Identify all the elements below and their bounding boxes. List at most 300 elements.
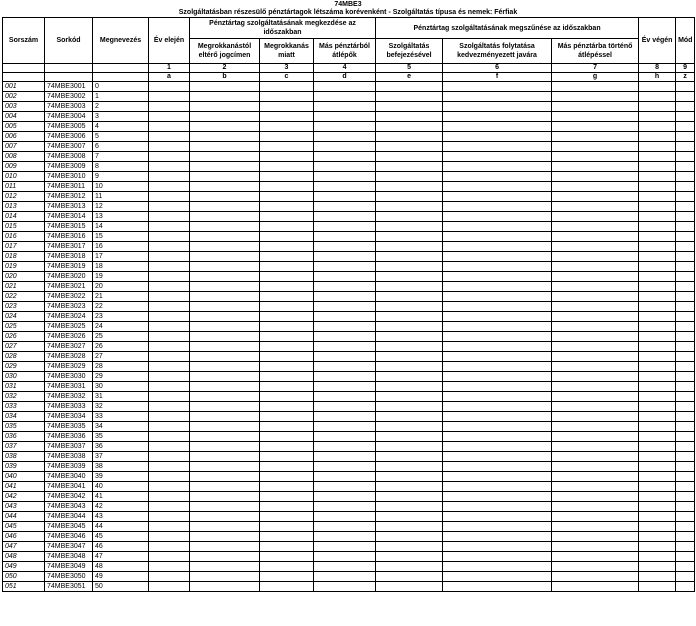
data-cell[interactable] — [376, 362, 443, 372]
data-cell[interactable] — [443, 422, 552, 432]
data-cell[interactable] — [639, 312, 676, 322]
data-cell[interactable] — [676, 182, 695, 192]
data-cell[interactable] — [314, 402, 376, 412]
data-cell[interactable] — [676, 312, 695, 322]
data-cell[interactable] — [639, 472, 676, 482]
data-cell[interactable] — [376, 502, 443, 512]
data-cell[interactable] — [149, 292, 190, 302]
data-cell[interactable] — [260, 482, 314, 492]
data-cell[interactable] — [260, 552, 314, 562]
data-cell[interactable] — [639, 412, 676, 422]
data-cell[interactable] — [443, 102, 552, 112]
data-cell[interactable] — [376, 262, 443, 272]
data-cell[interactable] — [639, 422, 676, 432]
data-cell[interactable] — [552, 162, 639, 172]
data-cell[interactable] — [552, 272, 639, 282]
data-cell[interactable] — [639, 542, 676, 552]
data-cell[interactable] — [190, 482, 260, 492]
data-cell[interactable] — [376, 402, 443, 412]
data-cell[interactable] — [190, 112, 260, 122]
data-cell[interactable] — [190, 452, 260, 462]
data-cell[interactable] — [443, 182, 552, 192]
data-cell[interactable] — [443, 252, 552, 262]
data-cell[interactable] — [260, 522, 314, 532]
data-cell[interactable] — [552, 502, 639, 512]
data-cell[interactable] — [639, 522, 676, 532]
data-cell[interactable] — [639, 302, 676, 312]
data-cell[interactable] — [149, 552, 190, 562]
data-cell[interactable] — [639, 122, 676, 132]
data-cell[interactable] — [376, 512, 443, 522]
data-cell[interactable] — [190, 512, 260, 522]
data-cell[interactable] — [260, 282, 314, 292]
data-cell[interactable] — [443, 222, 552, 232]
data-cell[interactable] — [676, 452, 695, 462]
data-cell[interactable] — [260, 452, 314, 462]
data-cell[interactable] — [552, 132, 639, 142]
data-cell[interactable] — [314, 292, 376, 302]
data-cell[interactable] — [443, 532, 552, 542]
data-cell[interactable] — [676, 252, 695, 262]
data-cell[interactable] — [260, 222, 314, 232]
data-cell[interactable] — [639, 382, 676, 392]
data-cell[interactable] — [639, 322, 676, 332]
data-cell[interactable] — [552, 452, 639, 462]
data-cell[interactable] — [676, 272, 695, 282]
data-cell[interactable] — [552, 172, 639, 182]
data-cell[interactable] — [190, 262, 260, 272]
data-cell[interactable] — [676, 492, 695, 502]
data-cell[interactable] — [639, 202, 676, 212]
data-cell[interactable] — [443, 322, 552, 332]
data-cell[interactable] — [443, 472, 552, 482]
data-cell[interactable] — [639, 82, 676, 92]
data-cell[interactable] — [314, 462, 376, 472]
data-cell[interactable] — [260, 172, 314, 182]
data-cell[interactable] — [552, 252, 639, 262]
data-cell[interactable] — [314, 532, 376, 542]
data-cell[interactable] — [314, 222, 376, 232]
data-cell[interactable] — [260, 102, 314, 112]
data-cell[interactable] — [443, 292, 552, 302]
data-cell[interactable] — [552, 492, 639, 502]
data-cell[interactable] — [676, 562, 695, 572]
data-cell[interactable] — [676, 522, 695, 532]
data-cell[interactable] — [443, 132, 552, 142]
data-cell[interactable] — [639, 572, 676, 582]
data-cell[interactable] — [552, 572, 639, 582]
data-cell[interactable] — [190, 502, 260, 512]
data-cell[interactable] — [314, 282, 376, 292]
data-cell[interactable] — [376, 452, 443, 462]
data-cell[interactable] — [314, 162, 376, 172]
data-cell[interactable] — [149, 312, 190, 322]
data-cell[interactable] — [376, 272, 443, 282]
data-cell[interactable] — [149, 152, 190, 162]
data-cell[interactable] — [552, 122, 639, 132]
data-cell[interactable] — [676, 342, 695, 352]
data-cell[interactable] — [376, 162, 443, 172]
data-cell[interactable] — [552, 432, 639, 442]
data-cell[interactable] — [149, 122, 190, 132]
data-cell[interactable] — [676, 162, 695, 172]
data-cell[interactable] — [676, 402, 695, 412]
data-cell[interactable] — [376, 532, 443, 542]
data-cell[interactable] — [639, 502, 676, 512]
data-cell[interactable] — [443, 412, 552, 422]
data-cell[interactable] — [443, 272, 552, 282]
data-cell[interactable] — [443, 572, 552, 582]
data-cell[interactable] — [443, 462, 552, 472]
data-cell[interactable] — [376, 552, 443, 562]
data-cell[interactable] — [376, 412, 443, 422]
data-cell[interactable] — [260, 142, 314, 152]
data-cell[interactable] — [190, 312, 260, 322]
data-cell[interactable] — [314, 582, 376, 592]
data-cell[interactable] — [639, 482, 676, 492]
data-cell[interactable] — [676, 392, 695, 402]
data-cell[interactable] — [376, 462, 443, 472]
data-cell[interactable] — [314, 512, 376, 522]
data-cell[interactable] — [190, 332, 260, 342]
data-cell[interactable] — [314, 412, 376, 422]
data-cell[interactable] — [314, 342, 376, 352]
data-cell[interactable] — [639, 92, 676, 102]
data-cell[interactable] — [314, 502, 376, 512]
data-cell[interactable] — [443, 332, 552, 342]
data-cell[interactable] — [639, 372, 676, 382]
data-cell[interactable] — [639, 432, 676, 442]
data-cell[interactable] — [443, 362, 552, 372]
data-cell[interactable] — [639, 342, 676, 352]
data-cell[interactable] — [639, 352, 676, 362]
data-cell[interactable] — [314, 172, 376, 182]
data-cell[interactable] — [260, 152, 314, 162]
data-cell[interactable] — [639, 332, 676, 342]
data-cell[interactable] — [149, 422, 190, 432]
data-cell[interactable] — [376, 392, 443, 402]
data-cell[interactable] — [443, 402, 552, 412]
data-cell[interactable] — [376, 142, 443, 152]
data-cell[interactable] — [376, 542, 443, 552]
data-cell[interactable] — [552, 522, 639, 532]
data-cell[interactable] — [260, 302, 314, 312]
data-cell[interactable] — [190, 162, 260, 172]
data-cell[interactable] — [376, 152, 443, 162]
data-cell[interactable] — [639, 562, 676, 572]
data-cell[interactable] — [314, 202, 376, 212]
data-cell[interactable] — [676, 152, 695, 162]
data-cell[interactable] — [190, 322, 260, 332]
data-cell[interactable] — [260, 192, 314, 202]
data-cell[interactable] — [149, 392, 190, 402]
data-cell[interactable] — [443, 142, 552, 152]
data-cell[interactable] — [190, 232, 260, 242]
data-cell[interactable] — [149, 192, 190, 202]
data-cell[interactable] — [376, 252, 443, 262]
data-cell[interactable] — [552, 532, 639, 542]
data-cell[interactable] — [552, 152, 639, 162]
data-cell[interactable] — [376, 132, 443, 142]
data-cell[interactable] — [376, 182, 443, 192]
data-cell[interactable] — [552, 392, 639, 402]
data-cell[interactable] — [190, 142, 260, 152]
data-cell[interactable] — [376, 432, 443, 442]
data-cell[interactable] — [260, 512, 314, 522]
data-cell[interactable] — [260, 392, 314, 402]
data-cell[interactable] — [260, 372, 314, 382]
data-cell[interactable] — [190, 362, 260, 372]
data-cell[interactable] — [443, 302, 552, 312]
data-cell[interactable] — [552, 362, 639, 372]
data-cell[interactable] — [639, 552, 676, 562]
data-cell[interactable] — [552, 342, 639, 352]
data-cell[interactable] — [376, 302, 443, 312]
data-cell[interactable] — [149, 112, 190, 122]
data-cell[interactable] — [260, 412, 314, 422]
data-cell[interactable] — [676, 432, 695, 442]
data-cell[interactable] — [260, 432, 314, 442]
data-cell[interactable] — [639, 242, 676, 252]
data-cell[interactable] — [376, 92, 443, 102]
data-cell[interactable] — [314, 452, 376, 462]
data-cell[interactable] — [314, 572, 376, 582]
data-cell[interactable] — [552, 92, 639, 102]
data-cell[interactable] — [314, 82, 376, 92]
data-cell[interactable] — [314, 182, 376, 192]
data-cell[interactable] — [149, 542, 190, 552]
data-cell[interactable] — [639, 262, 676, 272]
data-cell[interactable] — [190, 522, 260, 532]
data-cell[interactable] — [443, 542, 552, 552]
data-cell[interactable] — [676, 532, 695, 542]
data-cell[interactable] — [443, 352, 552, 362]
data-cell[interactable] — [149, 482, 190, 492]
data-cell[interactable] — [639, 112, 676, 122]
data-cell[interactable] — [639, 492, 676, 502]
data-cell[interactable] — [149, 342, 190, 352]
data-cell[interactable] — [314, 192, 376, 202]
data-cell[interactable] — [260, 122, 314, 132]
data-cell[interactable] — [190, 92, 260, 102]
data-cell[interactable] — [149, 162, 190, 172]
data-cell[interactable] — [639, 272, 676, 282]
data-cell[interactable] — [190, 152, 260, 162]
data-cell[interactable] — [260, 82, 314, 92]
data-cell[interactable] — [260, 472, 314, 482]
data-cell[interactable] — [443, 92, 552, 102]
data-cell[interactable] — [552, 402, 639, 412]
data-cell[interactable] — [260, 332, 314, 342]
data-cell[interactable] — [314, 152, 376, 162]
data-cell[interactable] — [639, 512, 676, 522]
data-cell[interactable] — [676, 582, 695, 592]
data-cell[interactable] — [552, 382, 639, 392]
data-cell[interactable] — [376, 82, 443, 92]
data-cell[interactable] — [676, 82, 695, 92]
data-cell[interactable] — [676, 242, 695, 252]
data-cell[interactable] — [314, 302, 376, 312]
data-cell[interactable] — [443, 432, 552, 442]
data-cell[interactable] — [639, 462, 676, 472]
data-cell[interactable] — [260, 562, 314, 572]
data-cell[interactable] — [314, 252, 376, 262]
data-cell[interactable] — [552, 412, 639, 422]
data-cell[interactable] — [149, 302, 190, 312]
data-cell[interactable] — [190, 222, 260, 232]
data-cell[interactable] — [190, 552, 260, 562]
data-cell[interactable] — [376, 352, 443, 362]
data-cell[interactable] — [443, 372, 552, 382]
data-cell[interactable] — [190, 182, 260, 192]
data-cell[interactable] — [552, 442, 639, 452]
data-cell[interactable] — [149, 362, 190, 372]
data-cell[interactable] — [443, 282, 552, 292]
data-cell[interactable] — [260, 212, 314, 222]
data-cell[interactable] — [639, 402, 676, 412]
data-cell[interactable] — [676, 472, 695, 482]
data-cell[interactable] — [376, 572, 443, 582]
data-cell[interactable] — [639, 442, 676, 452]
data-cell[interactable] — [676, 382, 695, 392]
data-cell[interactable] — [260, 322, 314, 332]
data-cell[interactable] — [376, 472, 443, 482]
data-cell[interactable] — [552, 582, 639, 592]
data-cell[interactable] — [552, 552, 639, 562]
data-cell[interactable] — [314, 112, 376, 122]
data-cell[interactable] — [443, 202, 552, 212]
data-cell[interactable] — [149, 402, 190, 412]
data-cell[interactable] — [552, 112, 639, 122]
data-cell[interactable] — [376, 222, 443, 232]
data-cell[interactable] — [376, 322, 443, 332]
data-cell[interactable] — [443, 82, 552, 92]
data-cell[interactable] — [443, 152, 552, 162]
data-cell[interactable] — [314, 142, 376, 152]
data-cell[interactable] — [376, 442, 443, 452]
data-cell[interactable] — [376, 202, 443, 212]
data-cell[interactable] — [260, 342, 314, 352]
data-cell[interactable] — [260, 382, 314, 392]
data-cell[interactable] — [676, 212, 695, 222]
data-cell[interactable] — [639, 292, 676, 302]
data-cell[interactable] — [260, 362, 314, 372]
data-cell[interactable] — [552, 282, 639, 292]
data-cell[interactable] — [552, 102, 639, 112]
data-cell[interactable] — [260, 162, 314, 172]
data-cell[interactable] — [676, 192, 695, 202]
data-cell[interactable] — [676, 172, 695, 182]
data-cell[interactable] — [639, 152, 676, 162]
data-cell[interactable] — [552, 142, 639, 152]
data-cell[interactable] — [190, 192, 260, 202]
data-cell[interactable] — [314, 522, 376, 532]
data-cell[interactable] — [190, 392, 260, 402]
data-cell[interactable] — [149, 182, 190, 192]
data-cell[interactable] — [260, 262, 314, 272]
data-cell[interactable] — [149, 322, 190, 332]
data-cell[interactable] — [639, 532, 676, 542]
data-cell[interactable] — [260, 242, 314, 252]
data-cell[interactable] — [314, 392, 376, 402]
data-cell[interactable] — [552, 322, 639, 332]
data-cell[interactable] — [149, 472, 190, 482]
data-cell[interactable] — [190, 402, 260, 412]
data-cell[interactable] — [443, 342, 552, 352]
data-cell[interactable] — [639, 282, 676, 292]
data-cell[interactable] — [639, 222, 676, 232]
data-cell[interactable] — [260, 292, 314, 302]
data-cell[interactable] — [552, 462, 639, 472]
data-cell[interactable] — [676, 482, 695, 492]
data-cell[interactable] — [149, 222, 190, 232]
data-cell[interactable] — [676, 502, 695, 512]
data-cell[interactable] — [314, 232, 376, 242]
data-cell[interactable] — [190, 132, 260, 142]
data-cell[interactable] — [376, 332, 443, 342]
data-cell[interactable] — [552, 562, 639, 572]
data-cell[interactable] — [443, 262, 552, 272]
data-cell[interactable] — [376, 342, 443, 352]
data-cell[interactable] — [260, 232, 314, 242]
data-cell[interactable] — [314, 212, 376, 222]
data-cell[interactable] — [376, 522, 443, 532]
data-cell[interactable] — [149, 562, 190, 572]
data-cell[interactable] — [260, 202, 314, 212]
data-cell[interactable] — [149, 132, 190, 142]
data-cell[interactable] — [676, 292, 695, 302]
data-cell[interactable] — [443, 192, 552, 202]
data-cell[interactable] — [639, 212, 676, 222]
data-cell[interactable] — [443, 172, 552, 182]
data-cell[interactable] — [376, 192, 443, 202]
data-cell[interactable] — [149, 352, 190, 362]
data-cell[interactable] — [190, 432, 260, 442]
data-cell[interactable] — [260, 442, 314, 452]
data-cell[interactable] — [676, 512, 695, 522]
data-cell[interactable] — [639, 162, 676, 172]
data-cell[interactable] — [443, 562, 552, 572]
data-cell[interactable] — [552, 212, 639, 222]
data-cell[interactable] — [676, 92, 695, 102]
data-cell[interactable] — [552, 232, 639, 242]
data-cell[interactable] — [676, 352, 695, 362]
data-cell[interactable] — [552, 482, 639, 492]
data-cell[interactable] — [552, 372, 639, 382]
data-cell[interactable] — [639, 132, 676, 142]
data-cell[interactable] — [443, 312, 552, 322]
data-cell[interactable] — [149, 412, 190, 422]
data-cell[interactable] — [314, 352, 376, 362]
data-cell[interactable] — [190, 172, 260, 182]
data-cell[interactable] — [443, 392, 552, 402]
data-cell[interactable] — [552, 512, 639, 522]
data-cell[interactable] — [314, 272, 376, 282]
data-cell[interactable] — [443, 442, 552, 452]
data-cell[interactable] — [314, 372, 376, 382]
data-cell[interactable] — [149, 102, 190, 112]
data-cell[interactable] — [639, 392, 676, 402]
data-cell[interactable] — [314, 492, 376, 502]
data-cell[interactable] — [149, 172, 190, 182]
data-cell[interactable] — [149, 532, 190, 542]
data-cell[interactable] — [376, 232, 443, 242]
data-cell[interactable] — [314, 132, 376, 142]
data-cell[interactable] — [149, 462, 190, 472]
data-cell[interactable] — [149, 492, 190, 502]
data-cell[interactable] — [443, 162, 552, 172]
data-cell[interactable] — [149, 242, 190, 252]
